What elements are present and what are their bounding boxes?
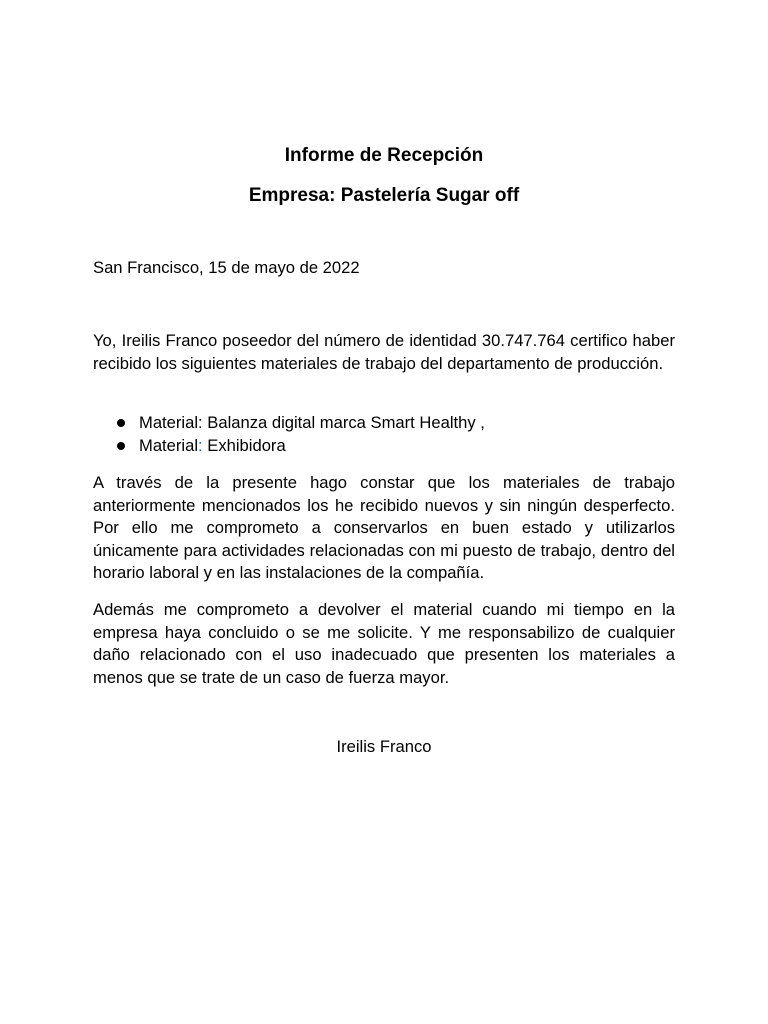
commitment-paragraph: A través de la presente hago constar que los materiales de trabajo anteriormente mencionados los he recibido nuevos y sin ningún desperfecto. Por ello me comprometo a conservarlos en buen estado y utilizarlos únicamente para actividades relacionadas con mi puesto de trabajo, dentro del horario laboral y en las instalaciones de la compañía. xyxy=(93,473,675,582)
company-subtitle: Empresa: Pastelería Sugar off xyxy=(248,185,520,206)
bullet-icon xyxy=(117,442,125,450)
signature-name: Ireilis Franco xyxy=(336,737,432,756)
intro-paragraph: Yo, Ireilis Franco poseedor del número de identidad 30.747.764 certifico haber recibido los siguientes materiales de trabajo del departamento de producción. xyxy=(93,331,675,373)
item-colon: : xyxy=(198,436,203,455)
item-label: Material xyxy=(139,436,199,455)
document-title: Informe de Recepción xyxy=(284,145,484,166)
document-page xyxy=(93,0,675,1024)
return-paragraph: Además me comprometo a devolver el material cuando mi tiempo en la empresa haya concluido o se me solicite. Y me responsabilizo de cualquier daño relacionado con el uso inadecuado que presenten los materiales a menos que se trate de un caso de fuerza mayor. xyxy=(93,600,675,687)
date-line: San Francisco, 15 de mayo de 2022 xyxy=(93,258,360,277)
item-colon: : xyxy=(198,413,203,432)
bullet-icon xyxy=(117,419,125,427)
item-value: Exhibidora xyxy=(202,436,286,455)
materials-list xyxy=(93,411,675,457)
item-label: Material xyxy=(139,413,199,432)
item-value: Balanza digital marca Smart Healthy , xyxy=(202,413,485,432)
list-item xyxy=(93,434,675,457)
list-item xyxy=(93,411,675,434)
